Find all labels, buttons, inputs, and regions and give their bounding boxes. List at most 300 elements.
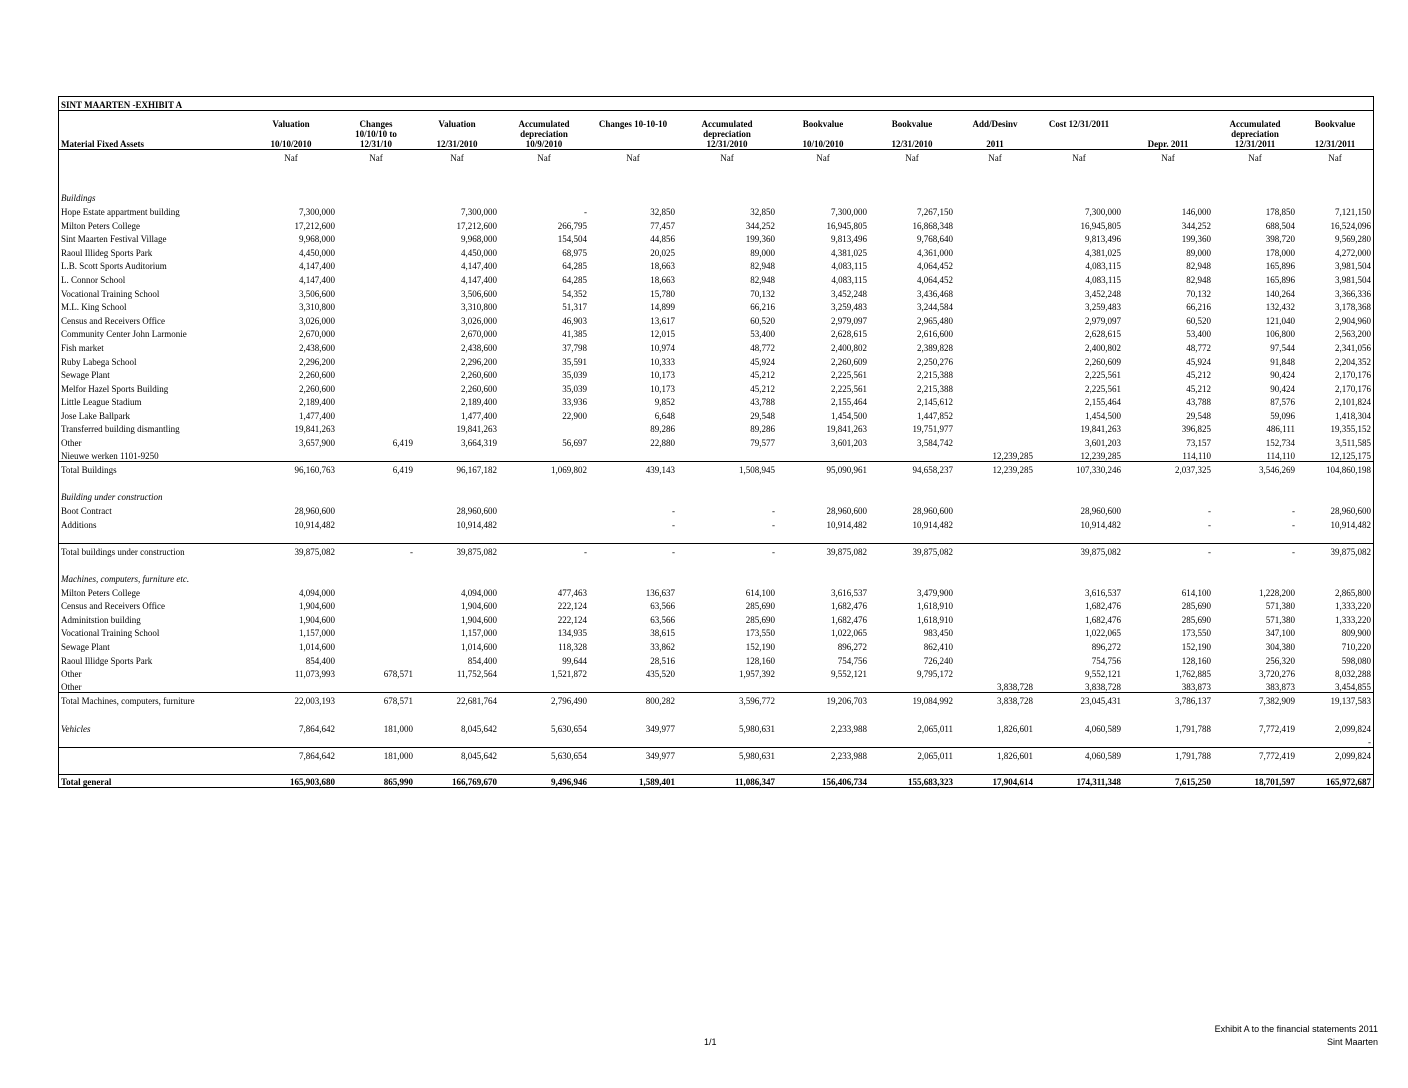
value-cell: 19,841,263	[1080, 424, 1121, 435]
value-cell: 173,550	[745, 628, 775, 639]
value-cell	[955, 611, 1035, 625]
col-header-line3: 12/31/2011	[1314, 138, 1356, 149]
value-cell: 285,690	[745, 601, 775, 612]
value-cell: 64,285	[562, 261, 587, 272]
currency-label: Naf	[1161, 152, 1175, 163]
value-cell: 173,550	[1181, 628, 1211, 639]
value-cell: 1,682,476	[1085, 601, 1121, 612]
value-cell: 136,637	[645, 587, 675, 598]
value-cell: 2,389,828	[917, 342, 953, 353]
value-cell: 809,900	[1341, 628, 1372, 639]
value-cell: 983,450	[923, 628, 953, 639]
table-row	[59, 598, 1373, 612]
value-cell	[1035, 489, 1123, 503]
value-cell	[955, 638, 1035, 652]
value-cell	[337, 312, 415, 326]
value-cell: 48,772	[750, 342, 775, 353]
value-cell: 96,167,182	[415, 462, 499, 476]
value-cell: 60,520	[750, 315, 775, 326]
table-row	[59, 638, 1373, 652]
spacer-row	[59, 530, 1373, 544]
row-label: Community Center John Larmonie	[61, 329, 187, 340]
value-cell: 9,552,121	[1085, 669, 1121, 680]
value-cell: 12,239,285	[992, 451, 1033, 462]
value-cell: 51,317	[562, 302, 587, 313]
value-cell: 3,506,600	[299, 288, 335, 299]
value-cell: 4,083,115	[1085, 261, 1121, 272]
value-cell: 383,873	[1265, 682, 1295, 693]
value-cell	[1035, 734, 1123, 748]
header-spacer	[59, 129, 245, 139]
value-cell: 104,860,198	[1297, 462, 1373, 476]
value-cell	[1297, 489, 1373, 503]
col-header-line3: 10/10/2010	[270, 138, 312, 149]
value-cell: 3,838,728	[955, 693, 1035, 707]
value-cell: 2,260,600	[461, 383, 497, 394]
value-cell	[777, 190, 869, 204]
value-cell: 15,780	[650, 288, 675, 299]
value-cell: 2,145,612	[917, 397, 953, 408]
value-cell: -	[677, 543, 777, 557]
value-cell: 10,974	[650, 342, 675, 353]
value-cell: 165,896	[1265, 274, 1295, 285]
value-cell	[589, 190, 677, 204]
spacer-cell	[59, 761, 1373, 775]
value-cell: 178,000	[1265, 247, 1295, 258]
value-cell	[1035, 570, 1123, 584]
row-label: Sint Maarten Festival Village	[61, 234, 167, 245]
value-cell: 9,813,496	[831, 234, 867, 245]
value-cell: 46,903	[562, 315, 587, 326]
value-cell: 1,477,400	[299, 410, 335, 421]
value-cell: 3,366,336	[1335, 288, 1372, 299]
value-cell: 1,157,000	[299, 628, 335, 639]
value-cell: 107,330,246	[1035, 462, 1123, 476]
row-label: Ruby Labega School	[61, 356, 137, 367]
table-row	[59, 339, 1373, 353]
col-header-line3: 2011	[986, 138, 1004, 149]
value-cell: 199,360	[745, 234, 775, 245]
value-cell	[955, 312, 1035, 326]
value-cell: 2,155,464	[831, 397, 867, 408]
value-cell: 3,584,742	[917, 438, 953, 449]
value-cell: 134,935	[557, 628, 587, 639]
col-header-line2	[1297, 129, 1373, 139]
value-cell: 2,225,561	[831, 370, 867, 381]
value-cell	[245, 448, 337, 462]
value-cell	[499, 516, 589, 530]
value-cell: -	[499, 543, 589, 557]
value-cell: 19,841,263	[826, 424, 867, 435]
value-cell: 3,026,000	[299, 315, 335, 326]
value-cell: 2,296,200	[461, 356, 497, 367]
value-cell: 2,260,609	[831, 356, 867, 367]
value-cell: 3,452,248	[831, 288, 867, 299]
value-cell: 7,300,000	[831, 206, 867, 217]
value-cell: 16,945,805	[826, 220, 867, 231]
value-cell: 1,618,910	[917, 614, 953, 625]
value-cell	[415, 190, 499, 204]
value-cell: 11,086,347	[677, 774, 777, 788]
value-cell: 28,960,600	[1330, 506, 1372, 517]
value-cell: 1,826,601	[997, 723, 1033, 734]
currency-row	[59, 149, 1373, 163]
value-cell: 38,615	[650, 628, 675, 639]
value-cell: 1,682,476	[831, 614, 867, 625]
value-cell	[955, 285, 1035, 299]
value-cell: 2,616,600	[917, 329, 953, 340]
value-cell: 2,099,824	[1297, 747, 1373, 761]
value-cell	[955, 652, 1035, 666]
currency-label: Naf	[816, 152, 830, 163]
value-cell: -	[672, 506, 675, 517]
value-cell: 1,014,600	[461, 641, 497, 652]
value-cell: 39,875,082	[869, 543, 955, 557]
row-label: L. Connor School	[61, 274, 126, 285]
value-cell: 60,520	[1186, 315, 1211, 326]
value-cell: 89,000	[1186, 247, 1211, 258]
value-cell: 2,225,561	[1085, 383, 1121, 394]
col-header-line1: Accumulated	[518, 118, 570, 129]
value-cell: 29,548	[750, 410, 775, 421]
value-cell: 4,147,400	[299, 261, 335, 272]
value-cell: 10,914,482	[1330, 519, 1372, 530]
row-label: Jose Lake Ballpark	[61, 410, 130, 421]
value-cell: 2,204,352	[1335, 356, 1372, 367]
table-row	[59, 394, 1373, 408]
row-label: Total buildings under construction	[59, 543, 245, 557]
value-cell: 90,424	[1270, 383, 1295, 394]
value-cell: 865,990	[337, 774, 415, 788]
value-cell: 5,630,654	[499, 747, 589, 761]
value-cell: 7,864,642	[245, 747, 337, 761]
title-row	[59, 97, 1373, 111]
value-cell	[337, 231, 415, 245]
value-cell: 18,663	[650, 274, 675, 285]
value-cell: 1,022,065	[1085, 628, 1121, 639]
value-cell: 181,000	[383, 723, 413, 734]
value-cell: 266,795	[557, 220, 587, 231]
value-cell: 41,385	[562, 329, 587, 340]
value-cell: 9,496,946	[499, 774, 589, 788]
value-cell: 166,769,670	[415, 774, 499, 788]
col-header-line2	[1123, 129, 1213, 139]
value-cell: 66,216	[750, 302, 775, 313]
value-cell	[337, 489, 415, 503]
value-cell: 35,039	[562, 370, 587, 381]
row-label: Melfor Hazel Sports Building	[61, 383, 169, 394]
value-cell: 10,914,482	[912, 519, 953, 530]
value-cell: 19,751,977	[912, 424, 953, 435]
value-cell: 614,100	[1181, 587, 1211, 598]
col-header-line1: Cost 12/31/2011	[1048, 118, 1110, 129]
value-cell: 7,267,150	[917, 206, 953, 217]
value-cell: 3,601,203	[1085, 438, 1121, 449]
table-row	[59, 312, 1373, 326]
value-cell	[337, 394, 415, 408]
row-label: Raoul Illideg Sports Park	[61, 247, 153, 258]
value-cell: 32,850	[750, 206, 775, 217]
value-cell	[1213, 570, 1297, 584]
col-header-line1: Changes	[359, 118, 393, 129]
spacer-row	[59, 557, 1373, 571]
value-cell	[1213, 734, 1297, 748]
value-cell: 53,400	[750, 329, 775, 340]
value-cell: 2,170,176	[1335, 383, 1372, 394]
row-label: Sewage Plant	[61, 370, 110, 381]
table-row	[59, 652, 1373, 666]
table-row	[59, 353, 1373, 367]
value-cell: 14,899	[650, 302, 675, 313]
section-row	[59, 190, 1373, 204]
value-cell: 89,286	[650, 424, 675, 435]
value-cell: 2,965,480	[917, 315, 953, 326]
value-cell: 10,173	[650, 370, 675, 381]
value-cell: 2,628,615	[831, 329, 867, 340]
value-cell: 68,975	[562, 247, 587, 258]
currency-label: Naf	[369, 152, 383, 163]
value-cell: 128,160	[1181, 655, 1211, 666]
value-cell: 4,060,589	[1085, 723, 1121, 734]
total-row	[59, 543, 1373, 557]
value-cell: 5,980,631	[739, 723, 775, 734]
value-cell: 1,508,945	[677, 462, 777, 476]
value-cell: 17,904,614	[955, 774, 1035, 788]
value-cell	[337, 734, 415, 748]
value-cell: -	[1213, 543, 1297, 557]
value-cell: 1,791,788	[1175, 723, 1211, 734]
value-cell: 106,800	[1265, 329, 1295, 340]
value-cell: 2,904,960	[1335, 315, 1372, 326]
value-cell: 45,924	[750, 356, 775, 367]
value-cell: 344,252	[745, 220, 775, 231]
value-cell: 94,658,237	[869, 462, 955, 476]
value-cell: 4,381,025	[831, 247, 867, 258]
value-cell	[589, 679, 677, 693]
value-cell: 3,310,800	[299, 302, 335, 313]
value-cell: 174,311,348	[1035, 774, 1123, 788]
value-cell: 155,683,323	[869, 774, 955, 788]
value-cell: 3,981,504	[1335, 261, 1372, 272]
header-spacer	[59, 111, 245, 129]
value-cell: 347,100	[1265, 628, 1295, 639]
value-cell: 70,132	[750, 288, 775, 299]
value-cell: 3,454,855	[1335, 682, 1372, 693]
value-cell: 3,596,772	[677, 693, 777, 707]
currency-label: Naf	[450, 152, 464, 163]
value-cell: 1,157,000	[461, 628, 497, 639]
value-cell: 344,252	[1181, 220, 1211, 231]
value-cell	[245, 489, 337, 503]
value-cell	[1123, 190, 1213, 204]
value-cell	[337, 638, 415, 652]
value-cell: 6,648	[654, 410, 675, 421]
row-label: Total Machines, computers, furniture	[59, 693, 245, 707]
row-label: Sewage Plant	[61, 641, 110, 652]
value-cell	[1123, 734, 1213, 748]
value-cell: 44,856	[650, 234, 675, 245]
value-cell: 2,438,600	[461, 342, 497, 353]
value-cell: 3,601,203	[831, 438, 867, 449]
value-cell: 152,190	[745, 641, 775, 652]
fixed-assets-table	[59, 97, 1373, 788]
value-cell: 688,504	[1265, 220, 1295, 231]
value-cell	[499, 190, 589, 204]
col-header-line1: Valuation	[438, 118, 476, 129]
value-cell: 96,160,763	[245, 462, 337, 476]
value-cell	[677, 489, 777, 503]
value-cell: 349,977	[645, 723, 675, 734]
value-cell: 398,720	[1265, 234, 1295, 245]
value-cell: 439,143	[589, 462, 677, 476]
value-cell: 2,225,561	[831, 383, 867, 394]
col-header-line3: 10/9/2010	[525, 138, 563, 149]
value-cell: 165,896	[1265, 261, 1295, 272]
value-cell	[337, 448, 415, 462]
value-cell: 304,380	[1265, 641, 1295, 652]
value-cell	[337, 339, 415, 353]
value-cell	[1297, 570, 1373, 584]
value-cell: 1,454,500	[1085, 410, 1121, 421]
row-label: Vehicles	[61, 723, 91, 734]
value-cell: 54,352	[562, 288, 587, 299]
value-cell	[499, 734, 589, 748]
value-cell: 22,900	[562, 410, 587, 421]
value-cell: 3,511,585	[1335, 438, 1372, 449]
value-cell: -	[1208, 519, 1211, 530]
header-row-1	[59, 111, 1373, 129]
value-cell: 90,424	[1270, 370, 1295, 381]
value-cell: 99,644	[562, 655, 587, 666]
col-header-line3: Depr. 2011	[1147, 138, 1189, 149]
spacer-cell	[59, 530, 1373, 544]
row-label: Adminitstion building	[61, 614, 141, 625]
value-cell: 7,300,000	[299, 206, 335, 217]
value-cell	[337, 258, 415, 272]
value-cell	[955, 326, 1035, 340]
value-cell: 156,406,734	[777, 774, 869, 788]
value-cell	[415, 489, 499, 503]
currency-spacer	[59, 149, 245, 163]
row-label: Hope Estate appartment building	[61, 206, 180, 217]
table-row	[59, 299, 1373, 313]
value-cell	[955, 625, 1035, 639]
table-row	[59, 679, 1373, 693]
value-cell	[499, 489, 589, 503]
value-cell: 2,101,824	[1335, 397, 1372, 408]
value-cell: 9,768,640	[917, 234, 953, 245]
value-cell: 1,022,065	[831, 628, 867, 639]
value-cell: 154,504	[557, 234, 587, 245]
value-cell: 3,720,276	[1259, 669, 1295, 680]
value-cell: 1,682,476	[1085, 614, 1121, 625]
value-cell: 2,670,000	[299, 329, 335, 340]
value-cell: 16,524,096	[1330, 220, 1372, 231]
value-cell: 726,240	[923, 655, 953, 666]
table-row	[59, 326, 1373, 340]
row-label	[59, 734, 245, 748]
value-cell: -	[337, 543, 415, 557]
value-cell	[337, 679, 415, 693]
table-row	[59, 666, 1373, 680]
value-cell	[337, 584, 415, 598]
value-cell	[955, 516, 1035, 530]
table-row	[59, 611, 1373, 625]
value-cell: 9,852	[654, 397, 675, 408]
section-row	[59, 570, 1373, 584]
value-cell: 2,979,097	[1085, 315, 1121, 326]
currency-label: Naf	[720, 152, 734, 163]
exhibit-title: SINT MAARTEN -EXHIBIT A	[59, 97, 1373, 111]
value-cell: 3,838,728	[1085, 682, 1121, 693]
value-cell: 43,788	[750, 397, 775, 408]
value-cell	[777, 679, 869, 693]
value-cell: 152,190	[1181, 641, 1211, 652]
value-cell: 3,259,483	[1085, 302, 1121, 313]
value-cell: 28,516	[650, 655, 675, 666]
table-row	[59, 258, 1373, 272]
row-label: Boot Contract	[61, 506, 112, 517]
section-row	[59, 489, 1373, 503]
value-cell	[777, 570, 869, 584]
value-cell	[337, 217, 415, 231]
value-cell	[869, 734, 955, 748]
value-cell: 1,957,392	[739, 669, 775, 680]
value-cell	[1123, 489, 1213, 503]
value-cell	[337, 190, 415, 204]
value-cell	[869, 570, 955, 584]
spacer-cell	[59, 475, 1373, 489]
row-label: Buildings	[61, 193, 96, 204]
currency-label: Naf	[284, 152, 298, 163]
value-cell: 3,026,000	[461, 315, 497, 326]
value-cell: 2,233,988	[777, 747, 869, 761]
value-cell: 3,657,900	[299, 438, 335, 449]
value-cell: 285,690	[1181, 614, 1211, 625]
currency-label: Naf	[1072, 152, 1086, 163]
row-label: Fish market	[61, 342, 104, 353]
col-header-line1: Changes 10-10-10	[598, 118, 668, 129]
value-cell: 22,003,193	[245, 693, 337, 707]
value-cell: 89,286	[750, 424, 775, 435]
spacer-cell	[59, 176, 1373, 190]
value-cell: 349,977	[589, 747, 677, 761]
value-cell: 1,904,600	[299, 614, 335, 625]
row-label: Census and Receivers Office	[61, 315, 166, 326]
currency-label: Naf	[1248, 152, 1262, 163]
table-row	[59, 448, 1373, 462]
value-cell	[955, 258, 1035, 272]
value-cell	[1297, 190, 1373, 204]
section-row	[59, 720, 1373, 734]
value-cell	[337, 407, 415, 421]
value-cell: 3,838,728	[997, 682, 1033, 693]
value-cell	[677, 448, 777, 462]
spacer-row	[59, 761, 1373, 775]
value-cell	[337, 203, 415, 217]
value-cell: 6,419	[392, 438, 413, 449]
col-header-line1	[1123, 111, 1213, 129]
value-cell: 3,616,537	[831, 587, 867, 598]
value-cell: 20,025	[650, 247, 675, 258]
value-cell: 82,948	[750, 261, 775, 272]
value-cell: 3,259,483	[831, 302, 867, 313]
value-cell: 3,786,137	[1123, 693, 1213, 707]
value-cell	[1035, 190, 1123, 204]
value-cell	[955, 584, 1035, 598]
value-cell: 3,452,248	[1085, 288, 1121, 299]
spacer-row	[59, 163, 1373, 177]
